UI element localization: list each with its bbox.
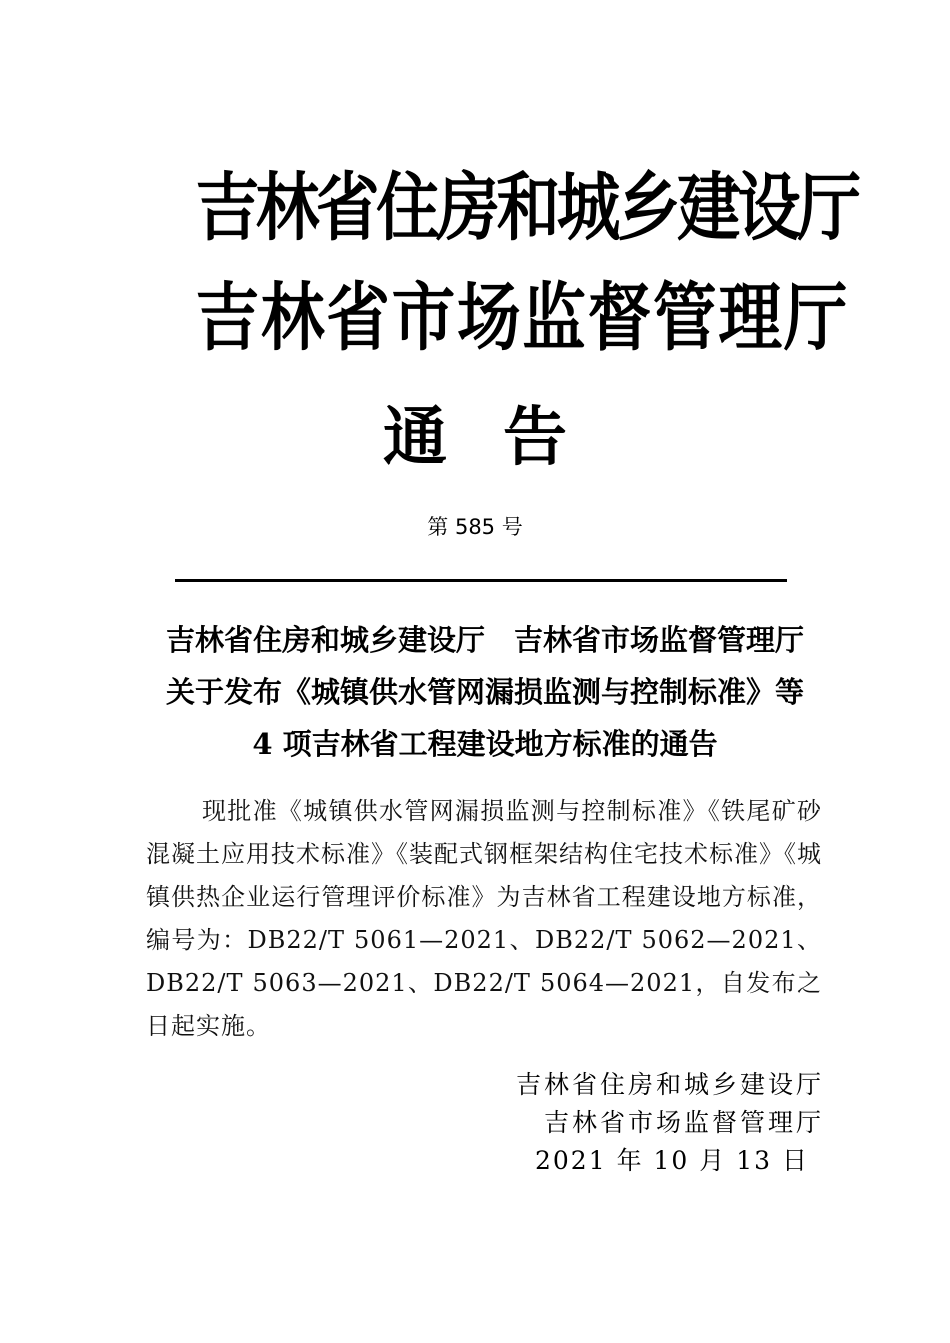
document-type-title: 通告 xyxy=(383,400,623,475)
notice-body-paragraph: 现批准《城镇供水管网漏损监测与控制标准》《铁尾矿砂混凝土应用技术标准》《装配式钢框架结构住宅技术标准》《城镇供热企业运行管理评价标准》为吉林省工程建设地方标准，编号为：DB22/T 5061—2021、DB22/T 5062—2021、DB22/T 5063—2021、DB22/T 5064—2021，自发布之日起实施。 xyxy=(146,797,822,1040)
notice-title-line-2: 关于发布《城镇供水管网漏损监测与控制标准》等 xyxy=(165,675,804,709)
issuing-org-header-2: 吉林省市场监督管理厅 xyxy=(195,275,850,361)
signature-date: 2021 年 10 月 13 日 xyxy=(535,1146,809,1175)
notice-title-line-3: 4 项吉林省工程建设地方标准的通告 xyxy=(252,727,718,761)
signature-org-2: 吉林省市场监督管理厅 xyxy=(543,1108,824,1137)
notice-title xyxy=(140,614,830,770)
notice-title-line-1: 吉林省住房和城乡建设厅 吉林省市场监督管理厅 xyxy=(165,623,804,657)
signature-org-1: 吉林省住房和城乡建设厅 xyxy=(515,1070,824,1099)
header-divider xyxy=(175,579,787,582)
signature-block xyxy=(516,1066,824,1180)
document-number: 第 585 号 xyxy=(427,515,523,539)
issuing-org-header-1: 吉林省住房和城乡建设厅 xyxy=(195,165,858,251)
